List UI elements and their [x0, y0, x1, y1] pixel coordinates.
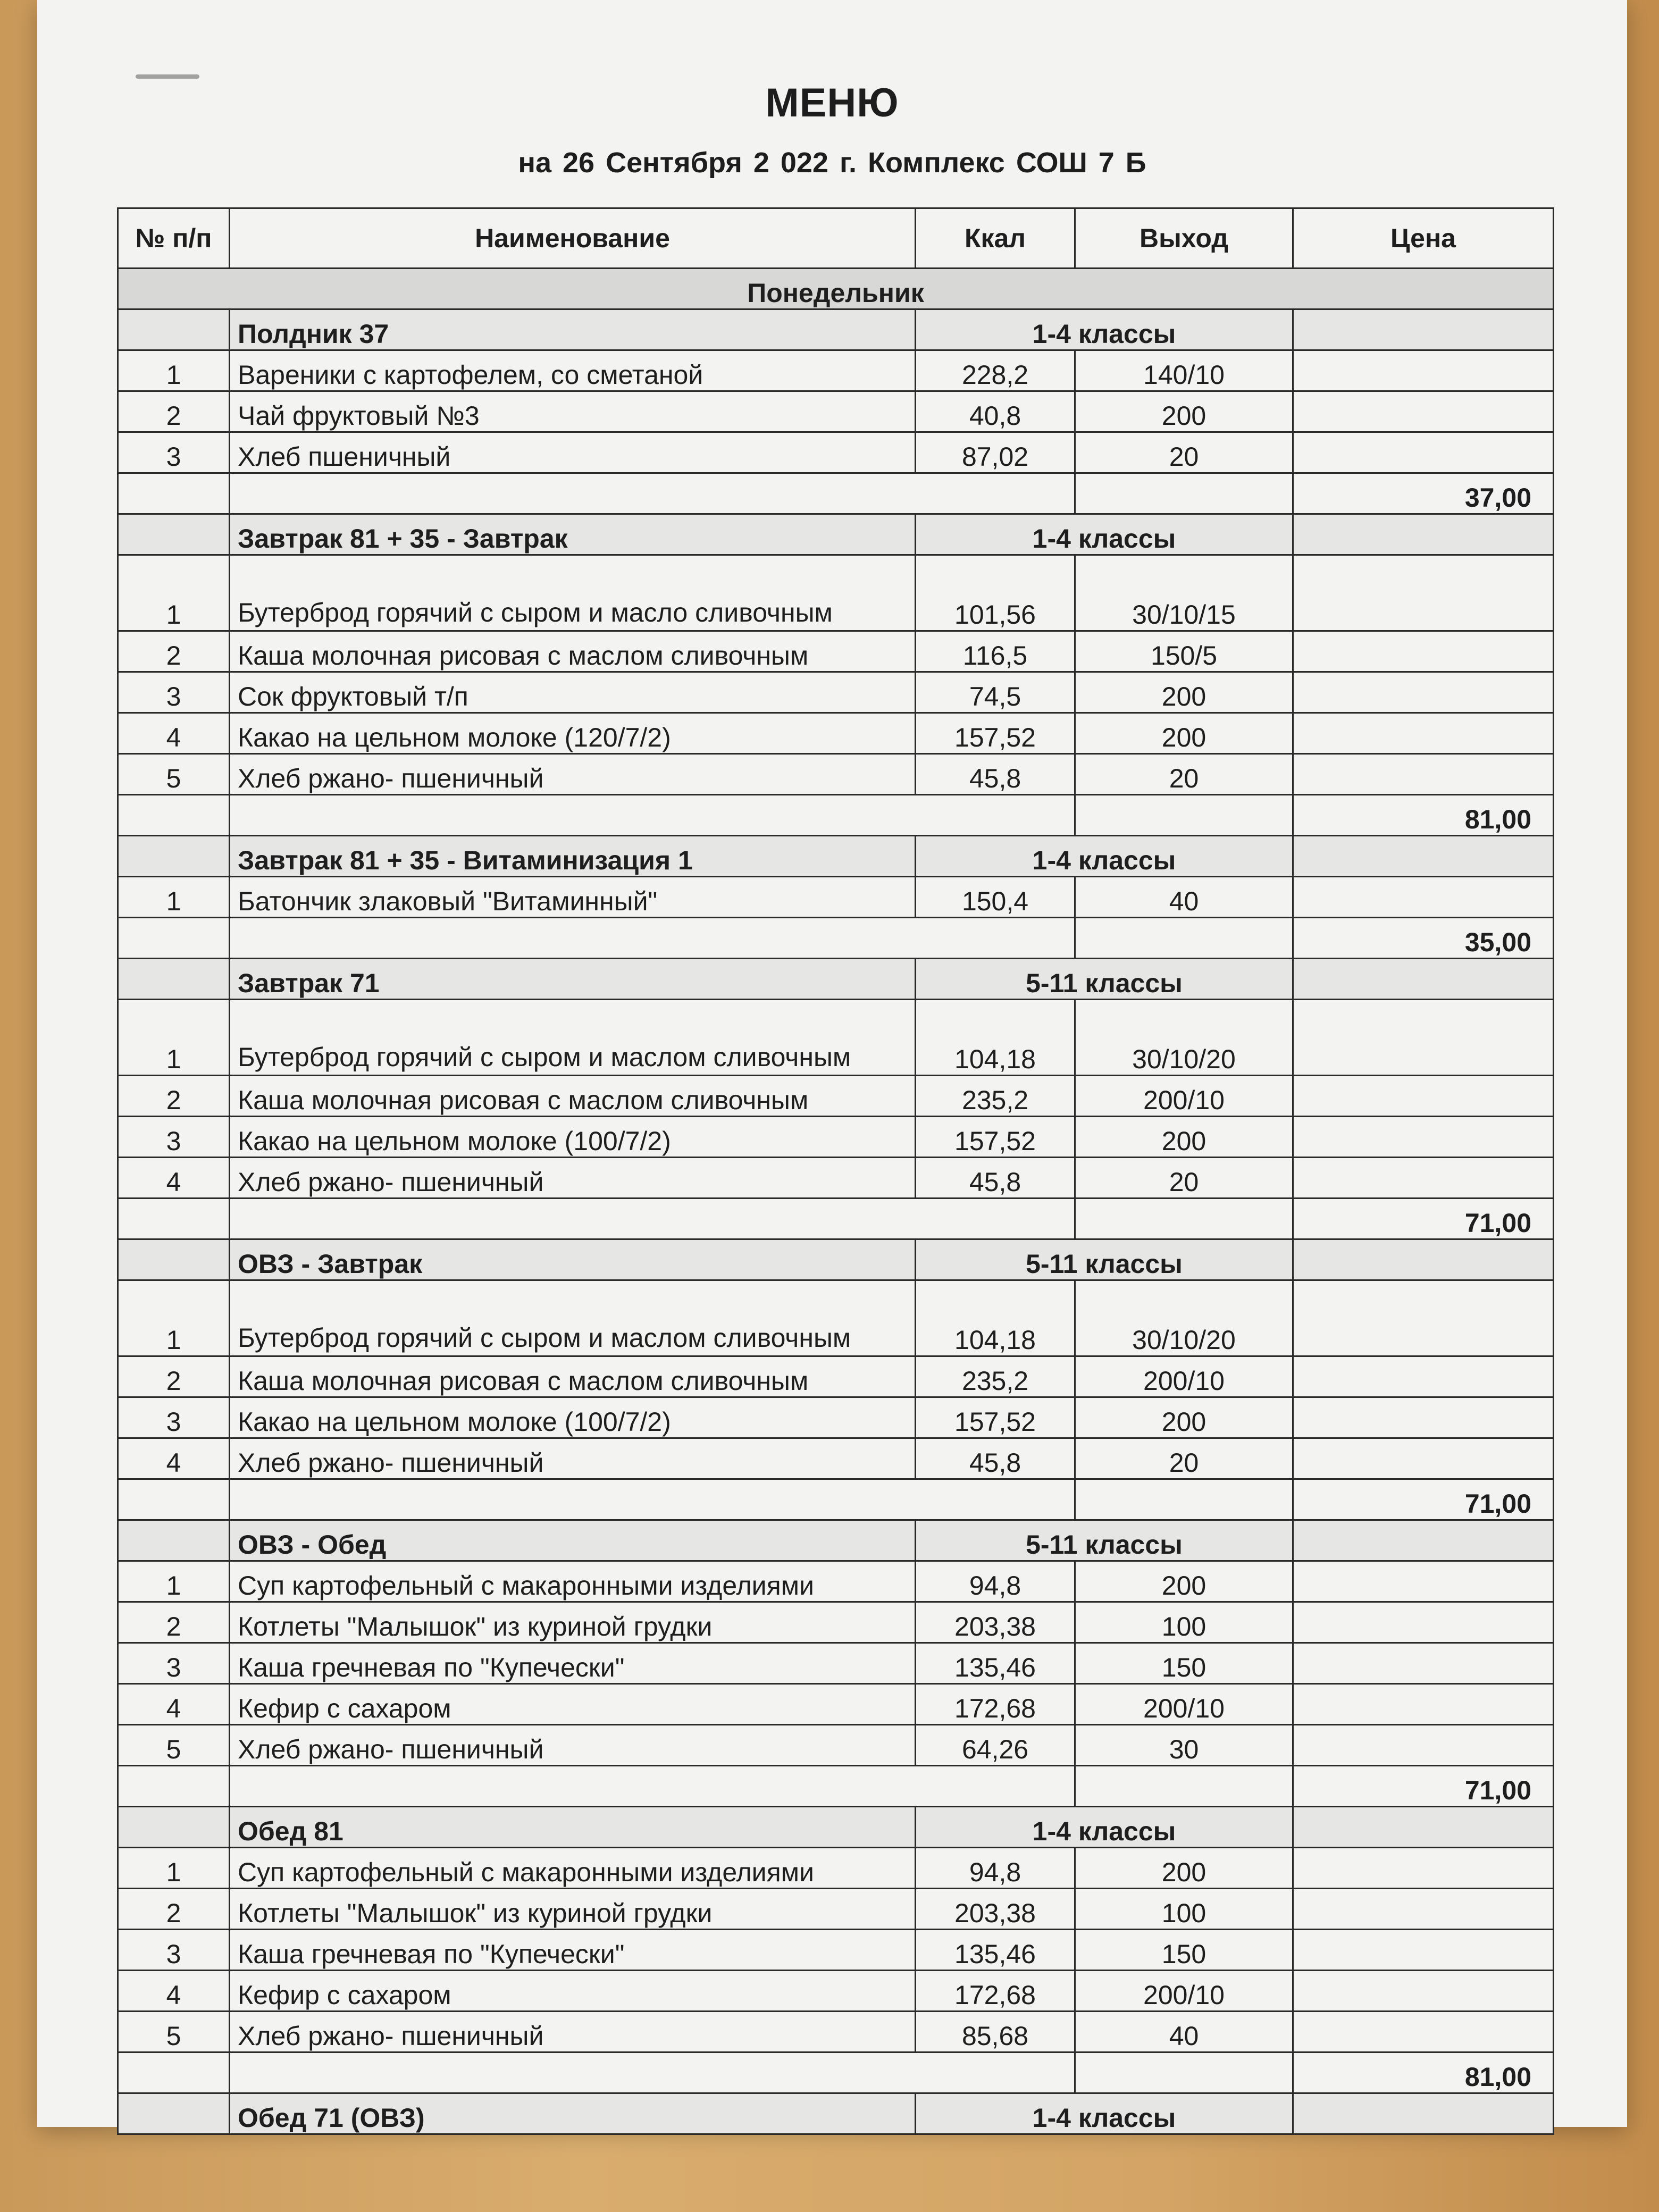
- section-classes: 5-11 классы: [916, 1520, 1293, 1561]
- section-price-empty: [1293, 514, 1554, 555]
- menu-item-row: [118, 391, 1554, 432]
- item-price-empty: [1293, 754, 1554, 795]
- item-name: Кефир с сахаром: [230, 1971, 916, 2012]
- header-price: Цена: [1293, 208, 1554, 269]
- item-name: Котлеты "Малышок" из куриной грудки: [230, 1889, 916, 1930]
- section-title: Завтрак 71: [230, 959, 916, 1000]
- section-header-row: [118, 959, 1554, 1000]
- total-name-empty: [230, 1199, 1075, 1239]
- total-num-empty: [118, 795, 230, 836]
- day-label: Понедельник: [118, 269, 1554, 309]
- item-name: Чай фруктовый №3: [230, 391, 916, 432]
- item-price-empty: [1293, 713, 1554, 754]
- menu-item-row: [118, 1397, 1554, 1438]
- item-price-empty: [1293, 1397, 1554, 1438]
- item-output: 150: [1075, 1643, 1293, 1684]
- header-name: Наименование: [230, 208, 916, 269]
- section-classes: 1-4 классы: [916, 514, 1293, 555]
- day-row: [118, 269, 1554, 309]
- menu-item-row: [118, 672, 1554, 713]
- item-name: Кефир с сахаром: [230, 1684, 916, 1725]
- item-number: 1: [118, 1280, 230, 1356]
- item-price-empty: [1293, 1725, 1554, 1766]
- header-row: [118, 208, 1554, 269]
- item-price-empty: [1293, 1076, 1554, 1117]
- item-output: 200: [1075, 1848, 1293, 1889]
- item-output: 20: [1075, 1158, 1293, 1199]
- item-kcal: 172,68: [916, 1971, 1075, 2012]
- item-name: Вареники с картофелем, со сметаной: [230, 350, 916, 391]
- item-number: 3: [118, 672, 230, 713]
- total-num-empty: [118, 1479, 230, 1520]
- section-classes: 1-4 классы: [916, 836, 1293, 877]
- item-output: 150/5: [1075, 631, 1293, 672]
- item-kcal: 235,2: [916, 1076, 1075, 1117]
- menu-item-row: [118, 1684, 1554, 1725]
- total-output-empty: [1075, 918, 1293, 959]
- item-kcal: 64,26: [916, 1725, 1075, 1766]
- item-price-empty: [1293, 1280, 1554, 1356]
- menu-item-row: [118, 1438, 1554, 1479]
- item-price-empty: [1293, 877, 1554, 918]
- item-number: 3: [118, 1117, 230, 1158]
- item-number: 2: [118, 1889, 230, 1930]
- item-name: Суп картофельный с макаронными изделиями: [230, 1561, 916, 1602]
- total-num-empty: [118, 1766, 230, 1807]
- section-total-row: [118, 1479, 1554, 1520]
- section-price-empty: [1293, 309, 1554, 350]
- item-price-empty: [1293, 1684, 1554, 1725]
- menu-item-row: [118, 1930, 1554, 1971]
- menu-item-row: [118, 1848, 1554, 1889]
- item-kcal: 94,8: [916, 1848, 1075, 1889]
- section-total-price: 81,00: [1293, 2052, 1554, 2093]
- section-classes: 5-11 классы: [916, 959, 1293, 1000]
- total-output-empty: [1075, 1766, 1293, 1807]
- menu-item-row: [118, 1889, 1554, 1930]
- menu-item-row: [118, 713, 1554, 754]
- item-name: Каша гречневая по "Купечески": [230, 1930, 916, 1971]
- menu-item-row: [118, 1117, 1554, 1158]
- total-output-empty: [1075, 2052, 1293, 2093]
- item-output: 20: [1075, 432, 1293, 473]
- item-kcal: 104,18: [916, 1000, 1075, 1076]
- total-output-empty: [1075, 795, 1293, 836]
- item-number: 4: [118, 713, 230, 754]
- menu-table: [117, 207, 1554, 2135]
- item-name: Батончик злаковый "Витаминный": [230, 877, 916, 918]
- item-kcal: 87,02: [916, 432, 1075, 473]
- item-number: 2: [118, 631, 230, 672]
- item-price-empty: [1293, 555, 1554, 631]
- total-name-empty: [230, 2052, 1075, 2093]
- item-name: Хлеб пшеничный: [230, 432, 916, 473]
- item-kcal: 45,8: [916, 1438, 1075, 1479]
- section-header-row: [118, 2093, 1554, 2134]
- total-num-empty: [118, 473, 230, 514]
- item-output: 200: [1075, 672, 1293, 713]
- section-header-row: [118, 1520, 1554, 1561]
- section-header-row: [118, 309, 1554, 350]
- item-name: Каша молочная рисовая с маслом сливочным: [230, 1356, 916, 1397]
- item-name: Какао на цельном молоке (120/7/2): [230, 713, 916, 754]
- item-name: Бутерброд горячий с сыром и маслом сливочным: [230, 1280, 916, 1356]
- item-output: 20: [1075, 1438, 1293, 1479]
- item-kcal: 94,8: [916, 1561, 1075, 1602]
- item-kcal: 157,52: [916, 713, 1075, 754]
- item-output: 20: [1075, 754, 1293, 795]
- total-num-empty: [118, 2052, 230, 2093]
- section-total-row: [118, 1766, 1554, 1807]
- item-number: 3: [118, 1643, 230, 1684]
- item-kcal: 85,68: [916, 2012, 1075, 2052]
- menu-item-row: [118, 1971, 1554, 2012]
- menu-item-row: [118, 1643, 1554, 1684]
- item-output: 40: [1075, 877, 1293, 918]
- section-header-row: [118, 1807, 1554, 1848]
- item-number: 3: [118, 432, 230, 473]
- section-num-empty: [118, 1520, 230, 1561]
- total-output-empty: [1075, 473, 1293, 514]
- item-output: 100: [1075, 1889, 1293, 1930]
- section-total-price: 71,00: [1293, 1766, 1554, 1807]
- item-output: 200/10: [1075, 1076, 1293, 1117]
- menu-item-row: [118, 877, 1554, 918]
- menu-item-row: [118, 1602, 1554, 1643]
- section-title: Завтрак 81 + 35 - Витаминизация 1: [230, 836, 916, 877]
- item-name: Хлеб ржано- пшеничный: [230, 2012, 916, 2052]
- item-name: Котлеты "Малышок" из куриной грудки: [230, 1602, 916, 1643]
- item-number: 4: [118, 1158, 230, 1199]
- menu-subtitle: на 26 Сентября 2 022 г. Комплекс СОШ 7 Б: [518, 147, 1146, 179]
- section-num-empty: [118, 959, 230, 1000]
- item-number: 4: [118, 1971, 230, 2012]
- item-kcal: 157,52: [916, 1117, 1075, 1158]
- item-number: 3: [118, 1397, 230, 1438]
- section-num-empty: [118, 514, 230, 555]
- section-price-empty: [1293, 836, 1554, 877]
- item-kcal: 74,5: [916, 672, 1075, 713]
- menu-item-row: [118, 1356, 1554, 1397]
- item-name: Хлеб ржано- пшеничный: [230, 1438, 916, 1479]
- section-title: Обед 81: [230, 1807, 916, 1848]
- section-total-row: [118, 1199, 1554, 1239]
- pen-mark: [136, 74, 199, 79]
- total-name-empty: [230, 918, 1075, 959]
- menu-body: [118, 269, 1554, 2134]
- item-price-empty: [1293, 432, 1554, 473]
- section-price-empty: [1293, 959, 1554, 1000]
- item-output: 200: [1075, 1117, 1293, 1158]
- section-total-row: [118, 2052, 1554, 2093]
- item-number: 1: [118, 1561, 230, 1602]
- section-header-row: [118, 836, 1554, 877]
- item-kcal: 45,8: [916, 1158, 1075, 1199]
- section-price-empty: [1293, 1807, 1554, 1848]
- item-number: 2: [118, 1356, 230, 1397]
- menu-item-row: [118, 1076, 1554, 1117]
- section-num-empty: [118, 1239, 230, 1280]
- item-price-empty: [1293, 1438, 1554, 1479]
- item-price-empty: [1293, 1930, 1554, 1971]
- item-name: Сок фруктовый т/п: [230, 672, 916, 713]
- total-name-empty: [230, 795, 1075, 836]
- item-number: 4: [118, 1684, 230, 1725]
- item-output: 30/10/20: [1075, 1000, 1293, 1076]
- total-num-empty: [118, 918, 230, 959]
- total-output-empty: [1075, 1479, 1293, 1520]
- menu-item-row: [118, 2012, 1554, 2052]
- item-number: 1: [118, 350, 230, 391]
- section-classes: 1-4 классы: [916, 2093, 1293, 2134]
- item-number: 2: [118, 1076, 230, 1117]
- item-kcal: 150,4: [916, 877, 1075, 918]
- item-price-empty: [1293, 1000, 1554, 1076]
- item-kcal: 203,38: [916, 1602, 1075, 1643]
- item-number: 5: [118, 754, 230, 795]
- item-kcal: 228,2: [916, 350, 1075, 391]
- item-name: Каша молочная рисовая с маслом сливочным: [230, 1076, 916, 1117]
- item-number: 4: [118, 1438, 230, 1479]
- paper-sheet: [37, 0, 1627, 2133]
- item-number: 3: [118, 1930, 230, 1971]
- item-kcal: 172,68: [916, 1684, 1075, 1725]
- item-number: 5: [118, 1725, 230, 1766]
- section-num-empty: [118, 1807, 230, 1848]
- section-title: ОВЗ - Обед: [230, 1520, 916, 1561]
- item-price-empty: [1293, 1889, 1554, 1930]
- item-kcal: 45,8: [916, 754, 1075, 795]
- menu-item-row: [118, 350, 1554, 391]
- item-price-empty: [1293, 391, 1554, 432]
- menu-item-row: [118, 1561, 1554, 1602]
- section-total-price: 81,00: [1293, 795, 1554, 836]
- menu-item-row: [118, 1725, 1554, 1766]
- section-total-price: 37,00: [1293, 473, 1554, 514]
- item-name: Хлеб ржано- пшеничный: [230, 754, 916, 795]
- item-name: Каша молочная рисовая с маслом сливочным: [230, 631, 916, 672]
- item-kcal: 135,46: [916, 1643, 1075, 1684]
- section-classes: 1-4 классы: [916, 1807, 1293, 1848]
- item-output: 200: [1075, 391, 1293, 432]
- item-name: Какао на цельном молоке (100/7/2): [230, 1397, 916, 1438]
- section-total-row: [118, 795, 1554, 836]
- item-price-empty: [1293, 1971, 1554, 2012]
- section-total-row: [118, 473, 1554, 514]
- header-kcal: Ккал: [916, 208, 1075, 269]
- section-classes: 5-11 классы: [916, 1239, 1293, 1280]
- item-price-empty: [1293, 672, 1554, 713]
- section-num-empty: [118, 836, 230, 877]
- item-output: 200: [1075, 713, 1293, 754]
- item-kcal: 135,46: [916, 1930, 1075, 1971]
- item-price-empty: [1293, 1848, 1554, 1889]
- item-name: Бутерброд горячий с сыром и маслом сливочным: [230, 1000, 916, 1076]
- menu-item-row: [118, 631, 1554, 672]
- menu-item-row: [118, 1000, 1554, 1076]
- item-output: 100: [1075, 1602, 1293, 1643]
- section-total-price: 71,00: [1293, 1479, 1554, 1520]
- item-name: Хлеб ржано- пшеничный: [230, 1725, 916, 1766]
- section-title: Обед 71 (ОВЗ): [230, 2093, 916, 2134]
- item-name: Суп картофельный с макаронными изделиями: [230, 1848, 916, 1889]
- item-output: 30/10/15: [1075, 555, 1293, 631]
- item-kcal: 235,2: [916, 1356, 1075, 1397]
- item-price-empty: [1293, 350, 1554, 391]
- item-kcal: 40,8: [916, 391, 1075, 432]
- section-total-price: 71,00: [1293, 1199, 1554, 1239]
- header-output: Выход: [1075, 208, 1293, 269]
- section-title: Завтрак 81 + 35 - Завтрак: [230, 514, 916, 555]
- menu-item-row: [118, 1280, 1554, 1356]
- item-name: Хлеб ржано- пшеничный: [230, 1158, 916, 1199]
- item-kcal: 101,56: [916, 555, 1075, 631]
- item-name: Бутерброд горячий с сыром и масло сливочным: [230, 555, 916, 631]
- item-number: 1: [118, 1848, 230, 1889]
- item-price-empty: [1293, 2012, 1554, 2052]
- section-title: Полдник 37: [230, 309, 916, 350]
- item-kcal: 203,38: [916, 1889, 1075, 1930]
- item-price-empty: [1293, 631, 1554, 672]
- item-output: 40: [1075, 2012, 1293, 2052]
- menu-item-row: [118, 555, 1554, 631]
- item-output: 200: [1075, 1397, 1293, 1438]
- menu-item-row: [118, 432, 1554, 473]
- item-number: 1: [118, 877, 230, 918]
- menu-title: МЕНЮ: [765, 80, 899, 125]
- item-output: 140/10: [1075, 350, 1293, 391]
- item-number: 2: [118, 1602, 230, 1643]
- section-header-row: [118, 1239, 1554, 1280]
- total-name-empty: [230, 1766, 1075, 1807]
- item-number: 5: [118, 2012, 230, 2052]
- section-price-empty: [1293, 1520, 1554, 1561]
- item-price-empty: [1293, 1356, 1554, 1397]
- item-number: 1: [118, 555, 230, 631]
- item-number: 2: [118, 391, 230, 432]
- item-output: 200/10: [1075, 1684, 1293, 1725]
- section-title: ОВЗ - Завтрак: [230, 1239, 916, 1280]
- section-total-row: [118, 918, 1554, 959]
- item-price-empty: [1293, 1561, 1554, 1602]
- item-output: 200/10: [1075, 1356, 1293, 1397]
- item-price-empty: [1293, 1158, 1554, 1199]
- section-classes: 1-4 классы: [916, 309, 1293, 350]
- section-num-empty: [118, 309, 230, 350]
- item-output: 200: [1075, 1561, 1293, 1602]
- section-price-empty: [1293, 1239, 1554, 1280]
- item-output: 30/10/20: [1075, 1280, 1293, 1356]
- section-num-empty: [118, 2093, 230, 2134]
- section-price-empty: [1293, 2093, 1554, 2134]
- section-header-row: [118, 514, 1554, 555]
- item-kcal: 157,52: [916, 1397, 1075, 1438]
- total-output-empty: [1075, 1199, 1293, 1239]
- section-total-price: 35,00: [1293, 918, 1554, 959]
- item-kcal: 116,5: [916, 631, 1075, 672]
- item-output: 30: [1075, 1725, 1293, 1766]
- item-output: 200/10: [1075, 1971, 1293, 2012]
- item-name: Каша гречневая по "Купечески": [230, 1643, 916, 1684]
- item-output: 150: [1075, 1930, 1293, 1971]
- item-price-empty: [1293, 1602, 1554, 1643]
- item-kcal: 104,18: [916, 1280, 1075, 1356]
- item-name: Какао на цельном молоке (100/7/2): [230, 1117, 916, 1158]
- item-number: 1: [118, 1000, 230, 1076]
- total-name-empty: [230, 473, 1075, 514]
- total-name-empty: [230, 1479, 1075, 1520]
- menu-item-row: [118, 1158, 1554, 1199]
- menu-item-row: [118, 754, 1554, 795]
- header-num: № п/п: [118, 208, 230, 269]
- item-price-empty: [1293, 1117, 1554, 1158]
- total-num-empty: [118, 1199, 230, 1239]
- item-price-empty: [1293, 1643, 1554, 1684]
